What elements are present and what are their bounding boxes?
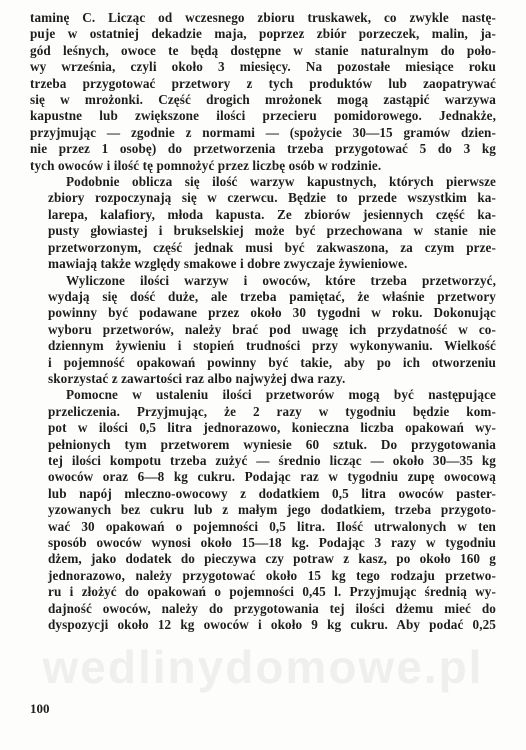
text-line: skorzystać z zawartości raz albo najwyżej dwa razy. xyxy=(48,370,346,386)
text-line: dżem, jako dodatek do pieczywa czy potraw z kasz, po około 160 g xyxy=(48,551,496,567)
text-line: wydają się dość duże, ale trzeba pamiętać, że właśnie przetwory xyxy=(48,288,496,304)
text-line: zbiory rozpoczynają się w czerwcu. Będzie to przede wszystkim ka- xyxy=(48,190,496,206)
body-text xyxy=(30,10,496,633)
text-line: wać 30 opakowań o pojemności 0,5 litra. Ilość utrwalonych w ten xyxy=(48,518,496,534)
text-line: lub napój mleczno-owocowy z dodatkiem 0,5 litra owoców paster- xyxy=(48,485,496,501)
text-line: Pomocne w ustaleniu ilości przetworów mogą być następujące xyxy=(66,387,496,403)
text-line: larepa, kalafiory, młoda kapusta. Ze zbiorów jesiennych część ka- xyxy=(48,206,496,222)
watermark-text: wedlinydomowe.pl xyxy=(42,641,484,693)
text-line: nie przez 1 osobę) do przetworzenia trzeba przygotować 5 do 3 kg xyxy=(30,141,496,157)
paragraph xyxy=(30,10,496,174)
text-line: powinny być podawane przez około 30 tygodni w roku. Dokonując xyxy=(48,305,496,321)
text-line: Wyliczone ilości warzyw i owoców, które trzeba przetworzyć, xyxy=(66,272,496,288)
text-line: przeliczenia. Przyjmując, że 2 razy w tygodniu będzie kom- xyxy=(48,403,496,419)
text-line: wyboru przetworów, należy brać pod uwagę ich przydatność w co- xyxy=(48,321,496,337)
text-line: gód leśnych, owoce te będą dostępne w stanie naturalnym do poło- xyxy=(30,42,496,58)
paragraph xyxy=(30,174,496,272)
text-line: pot w ilości 0,5 litra jednorazowo, konieczna liczba opakowań wy- xyxy=(48,420,496,436)
text-line: pusty głowiastej i brukselskiej może być przechowana w stanie nie xyxy=(48,223,496,239)
page-number: 100 xyxy=(30,701,50,716)
text-line: taminę C. Licząc od wczesnego zbioru truskawek, co zwykle nastę- xyxy=(30,10,496,25)
text-line: Podobnie oblicza się ilość warzyw kapustnych, których pierwsze xyxy=(66,174,496,190)
text-line: pełnionych tym przetworem wyniesie 60 sztuk. Do przygotowania xyxy=(48,436,496,452)
text-line: się w mrożonki. Część drogich mrożonek mogą zastąpić warzywa xyxy=(30,92,496,108)
text-line: tych owoców i ilość tę pomnożyć przez liczbę osób w rodzinie. xyxy=(30,157,382,173)
text-line: sposób owoców wynosi około 15—18 kg. Podając 3 razy w tygodniu xyxy=(48,535,496,550)
text-line: dajność owoców, należy do przygotowania tej ilości dżemu mieć do xyxy=(48,600,496,616)
text-line: przyjmując — zgodnie z normami — (spożycie 30—15 gramów dzien- xyxy=(30,124,496,140)
text-line: dziennym żywieniu i stopień trudności przy wykonywaniu. Wielkość xyxy=(48,338,496,354)
text-line: jednorazowo, należy przygotować około 15 kg tego rodzaju przetwo- xyxy=(48,567,496,583)
text-line: puje w ostatniej dekadzie maja, poprzez zbiór porzeczek, malin, ja- xyxy=(30,26,496,42)
text-line: owoców oraz 6—8 kg cukru. Podając raz w tygodniu zupę owocową xyxy=(48,469,496,485)
text-line: trzeba przygotować przetwory z tych produktów lub zaopatrywać xyxy=(30,75,496,91)
text-line: kapustne lub zwiększone ilości przecieru pomidorowego. Jednakże, xyxy=(30,108,496,124)
text-line: przetworzonym, część jednak musi być zakwaszona, za czym prze- xyxy=(48,239,496,255)
paragraph xyxy=(30,273,496,388)
text-line: tej ilości kompotu trzeba zużyć — średnio licząc — około 30—35 kg xyxy=(48,452,496,468)
text-line: i pojemność opakowań powinny być takie, aby po ich otworzeniu xyxy=(48,354,496,370)
paragraph xyxy=(30,387,496,633)
text-line: yzowanych bez cukru lub z małym jego dodatkiem, trzeba przygoto- xyxy=(48,502,496,518)
text-line: dyspozycji około 12 kg owoców i około 9 kg cukru. Aby podać 0,25 xyxy=(48,617,496,633)
text-line: wy września, czyli około 3 miesięcy. Na pozostałe miesiące roku xyxy=(30,59,496,75)
text-line: ru i złożyć do opakowań o pojemności 0,45 l. Przyjmując średnią wy- xyxy=(48,584,496,600)
text-line: mawiają także względy smakowe i dobre zwyczaje żywieniowe. xyxy=(48,256,408,272)
